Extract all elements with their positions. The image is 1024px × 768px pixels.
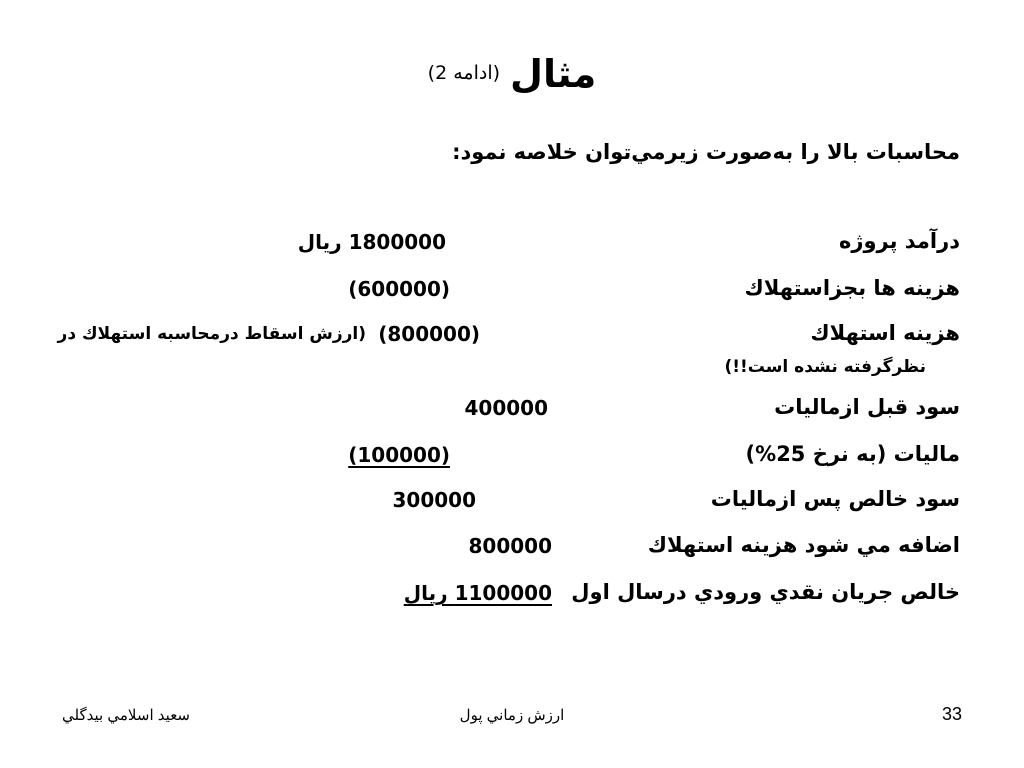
row-value-costs: (600000)	[348, 277, 450, 301]
page-number: 33	[941, 704, 962, 724]
depreciation-note-line1: (ارزش اسقاط درمحاسبه استهلاك در	[57, 324, 366, 344]
footer-subject: ارزش زماني پول	[459, 707, 565, 724]
row-label-add-depreciation: اضافه مي شود هزينه استهلاك	[647, 533, 960, 557]
row-label-net-cash-flow: خالص جريان نقدي ورودي درسال اول	[571, 580, 960, 604]
row-label-revenue: درآمد پروژه	[839, 229, 960, 253]
row-value-depreciation: (800000)	[378, 322, 480, 346]
depreciation-note-line2: نظرگرفته نشده است!!)	[724, 357, 926, 377]
footer-author: سعيد اسلامي بيدگلي	[62, 707, 190, 724]
intro-text: محاسبات بالا را به‌صورت زیرمي‌توان خلاصه نمود:	[452, 140, 960, 164]
title-note: (ادامه 2)	[427, 62, 501, 84]
row-value-net-income: 300000	[392, 488, 476, 512]
row-label-depreciation: هزينه استهلاك	[810, 321, 960, 345]
row-value-net-cash-flow: 1100000 ريال	[403, 581, 552, 605]
row-label-costs: هزينه ها بجزاستهلاك	[744, 276, 960, 300]
row-value-revenue: 1800000 ريال	[297, 230, 446, 254]
row-value-ebt: 400000	[464, 396, 548, 420]
row-value-tax: (100000)	[348, 443, 450, 467]
row-label-tax: ماليات (به نرخ 25%)	[745, 442, 960, 466]
slide-title	[0, 52, 1024, 96]
title-main: مثال	[510, 52, 597, 96]
row-label-net-income: سود خالص پس ازماليات	[710, 487, 960, 511]
row-label-ebt: سود قبل ازماليات	[774, 395, 960, 419]
row-value-add-depreciation: 800000	[468, 534, 552, 558]
